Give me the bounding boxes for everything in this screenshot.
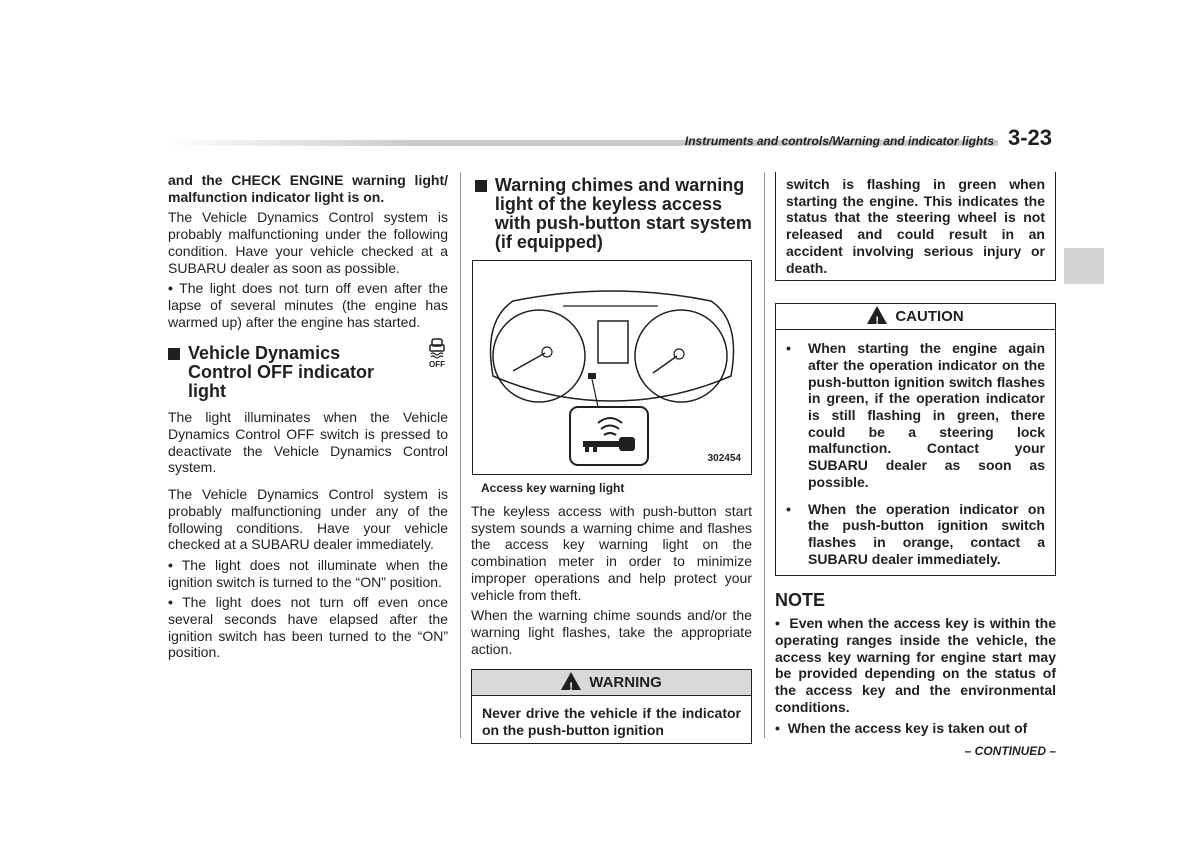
caution-body — [776, 330, 1055, 571]
bullet-item — [168, 280, 448, 330]
section-square-icon — [475, 180, 487, 192]
caution-box — [775, 303, 1056, 576]
column-divider — [764, 172, 765, 738]
caution-bullet — [786, 340, 1045, 494]
chapter-tab — [1064, 248, 1104, 284]
section-heading — [168, 344, 448, 401]
caution-header — [776, 304, 1055, 330]
warning-box — [471, 669, 752, 743]
column-3 — [775, 172, 1056, 758]
warning-triangle-icon — [561, 672, 581, 690]
caution-text: When the operation indicator on the push-button ignition switch flashes in orange, contact a SUBARU dealer immediately. — [808, 500, 1045, 567]
bullet-dot: • — [168, 280, 173, 297]
bullet-dot: • — [775, 719, 780, 736]
paragraph: The Vehicle Dynamics Control system is probably malfunctioning under any of the following conditions. Have your vehicle checked at a SUBARU dealer immediately. — [168, 486, 448, 553]
header-title: Instruments and controls/Warning and indicator lights — [684, 134, 994, 148]
column-1 — [168, 172, 448, 665]
warning-label: WARNING — [589, 674, 662, 692]
column-2 — [471, 176, 752, 744]
bullet-item — [168, 594, 448, 661]
intro-text: and the CHECK ENGINE warning light/ malfunction indicator light is on. — [168, 172, 448, 205]
warning-box-continued — [775, 172, 1056, 281]
figure-number: 302454 — [707, 453, 741, 464]
paragraph: The light illuminates when the Vehicle Dynamics Control OFF switch is pressed to deactivate the Vehicle Dynamics Control system. — [168, 409, 448, 476]
section-title: Warning chimes and warning light of the keyless access with push-button start system (if equipped) — [494, 175, 752, 252]
warning-header — [472, 670, 751, 696]
vdc-off-icon — [426, 338, 448, 368]
icon-label: OFF — [429, 360, 445, 369]
paragraph: The keyless access with push-button start system sounds a warning chime and flashes the access key warning light on the combination meter in order to minimize improper operations and help protect your vehicle from theft. — [471, 503, 752, 603]
bullet-dot: • — [786, 500, 791, 517]
note-text: Even when the access key is within the operating ranges inside the vehicle, the access key warning for engine start may be provided depending on the status of the access key and the environmental conditions. — [775, 615, 1056, 715]
column-divider — [460, 172, 461, 738]
bullet-text: The light does not turn off even once several seconds have elapsed after the ignition switch has been turned to the “ON” position. — [168, 594, 448, 661]
note-title: NOTE — [775, 590, 826, 611]
section-square-icon — [168, 348, 180, 360]
note-bullet — [775, 720, 1056, 737]
note-bullet — [775, 615, 1056, 715]
paragraph: When the warning chime sounds and/or the warning light flashes, take the appropriate action. — [471, 607, 752, 657]
caution-bullet — [786, 501, 1045, 572]
figure-caption: Access key warning light — [481, 481, 625, 495]
caution-text: When starting the engine again after the operation indicator on the push-button ignition switch flashes in green, if the operation indicator is still flashing in green, there could be a steering lock malfunction. Contact your SUBARU dealer as soon as possible. — [808, 340, 1045, 490]
section-title: Vehicle Dynamics Control OFF indicator light — [188, 343, 374, 402]
warning-text: Never drive the vehicle if the indicator on the push-button ignition — [482, 705, 741, 739]
caution-label: CAUTION — [895, 308, 964, 326]
bullet-dot: • — [775, 615, 780, 632]
warning-body — [472, 696, 751, 738]
warning-text: switch is flashing in green when starting the engine. This indicates the status that the steering wheel is not released and could result in an accident involving serious injury or death. — [786, 176, 1045, 276]
warning-lamp-marker — [588, 373, 596, 379]
page-number: 3-23 — [1008, 125, 1053, 150]
bullet-dot: • — [786, 340, 791, 357]
bullet-dot: • — [168, 594, 173, 611]
paragraph: The Vehicle Dynamics Control system is probably malfunctioning under the following condition. Have your vehicle checked at a SUBARU dealer as soon as possible. — [168, 209, 448, 276]
caution-triangle-icon — [867, 306, 887, 324]
note-text: When the access key is taken out of — [787, 719, 1028, 736]
continued-label: – CONTINUED – — [964, 744, 1056, 759]
warning-body — [776, 172, 1055, 276]
bullet-text: The light does not illuminate when the ignition switch is turned to the “ON” position. — [168, 556, 448, 590]
bullet-text: The light does not turn off even after the lapse of several minutes (the engine has warmed up) after the engine has started. — [168, 280, 449, 330]
bullet-dot: • — [168, 556, 173, 573]
figure-combination-meter — [472, 260, 752, 475]
bullet-item — [168, 557, 448, 590]
combination-meter-illustration — [473, 261, 751, 474]
section-heading — [471, 176, 752, 252]
